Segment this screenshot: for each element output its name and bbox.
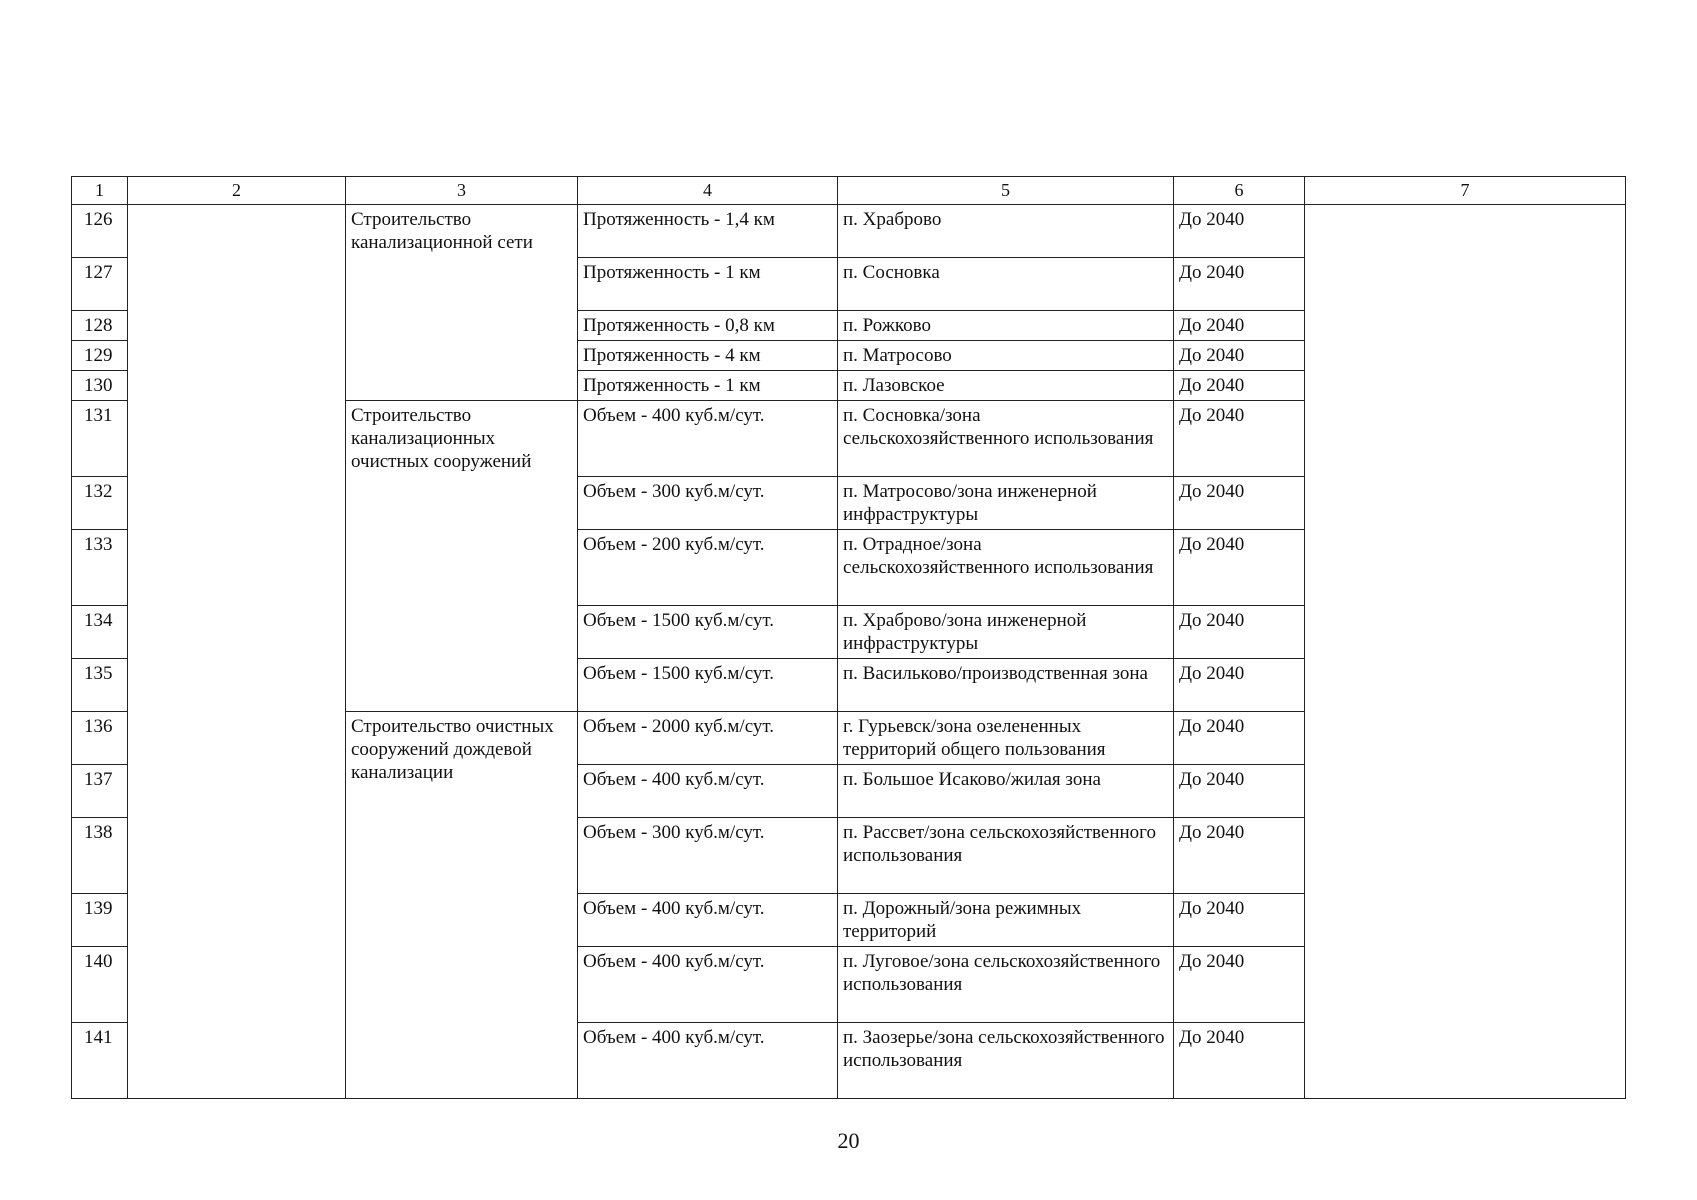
row-number: 130 bbox=[72, 371, 128, 401]
measure-term: До 2040 bbox=[1174, 477, 1305, 530]
measure-parameter: Объем - 400 куб.м/сут. bbox=[578, 894, 838, 947]
measure-term: До 2040 bbox=[1174, 894, 1305, 947]
header-col-1: 1 bbox=[72, 177, 128, 205]
measure-parameter: Объем - 300 куб.м/сут. bbox=[578, 818, 838, 894]
measure-name: Строительство канализационной сети bbox=[346, 205, 578, 401]
row-number: 129 bbox=[72, 341, 128, 371]
measure-name: Строительство канализационных очистных сооружений bbox=[346, 401, 578, 712]
measure-location: п. Заозерье/зона сельскохозяйственного использования bbox=[838, 1023, 1174, 1099]
measures-table bbox=[71, 176, 1626, 1099]
measure-parameter: Протяженность - 4 км bbox=[578, 341, 838, 371]
header-col-4: 4 bbox=[578, 177, 838, 205]
page-number: 20 bbox=[837, 1128, 860, 1153]
row-number: 138 bbox=[72, 818, 128, 894]
row-number: 127 bbox=[72, 258, 128, 311]
row-number: 141 bbox=[72, 1023, 128, 1099]
header-col-6: 6 bbox=[1174, 177, 1305, 205]
measure-parameter: Объем - 400 куб.м/сут. bbox=[578, 947, 838, 1023]
measure-location: п. Отрадное/зона сельскохозяйственного использования bbox=[838, 530, 1174, 606]
measure-location: п. Дорожный/зона режимных территорий bbox=[838, 894, 1174, 947]
row-number: 139 bbox=[72, 894, 128, 947]
measure-term: До 2040 bbox=[1174, 205, 1305, 258]
measure-parameter: Объем - 400 куб.м/сут. bbox=[578, 1023, 838, 1099]
header-row bbox=[72, 177, 1626, 205]
measure-parameter: Объем - 1500 куб.м/сут. bbox=[578, 606, 838, 659]
measure-location: п. Рожково bbox=[838, 311, 1174, 341]
row-number: 140 bbox=[72, 947, 128, 1023]
measure-parameter: Протяженность - 1 км bbox=[578, 371, 838, 401]
measure-term: До 2040 bbox=[1174, 606, 1305, 659]
measure-term: До 2040 bbox=[1174, 659, 1305, 712]
measure-term: До 2040 bbox=[1174, 258, 1305, 311]
measure-location: п. Храброво bbox=[838, 205, 1174, 258]
measure-term: До 2040 bbox=[1174, 947, 1305, 1023]
measure-parameter: Протяженность - 0,8 км bbox=[578, 311, 838, 341]
measure-term: До 2040 bbox=[1174, 401, 1305, 477]
measure-term: До 2040 bbox=[1174, 818, 1305, 894]
measure-parameter: Объем - 400 куб.м/сут. bbox=[578, 401, 838, 477]
row-number: 136 bbox=[72, 712, 128, 765]
header-col-7: 7 bbox=[1305, 177, 1626, 205]
measure-parameter: Объем - 200 куб.м/сут. bbox=[578, 530, 838, 606]
measure-parameter: Объем - 300 куб.м/сут. bbox=[578, 477, 838, 530]
header-col-2: 2 bbox=[128, 177, 346, 205]
measure-location: п. Храброво/зона инженерной инфраструктуры bbox=[838, 606, 1174, 659]
row-number: 137 bbox=[72, 765, 128, 818]
measure-location: п. Васильково/производственная зона bbox=[838, 659, 1174, 712]
measure-term: До 2040 bbox=[1174, 341, 1305, 371]
measure-term: До 2040 bbox=[1174, 1023, 1305, 1099]
row-number: 134 bbox=[72, 606, 128, 659]
row-number: 128 bbox=[72, 311, 128, 341]
measure-location: п. Матросово/зона инженерной инфраструктуры bbox=[838, 477, 1174, 530]
column-7-cell bbox=[1305, 205, 1626, 1099]
measure-term: До 2040 bbox=[1174, 311, 1305, 341]
row-number: 132 bbox=[72, 477, 128, 530]
header-col-5: 5 bbox=[838, 177, 1174, 205]
measure-name: Строительство очистных сооружений дождевой канализации bbox=[346, 712, 578, 1099]
measure-term: До 2040 bbox=[1174, 530, 1305, 606]
measure-term: До 2040 bbox=[1174, 765, 1305, 818]
column-2-cell bbox=[128, 205, 346, 1099]
row-number: 131 bbox=[72, 401, 128, 477]
measure-parameter: Объем - 400 куб.м/сут. bbox=[578, 765, 838, 818]
measure-parameter: Протяженность - 1 км bbox=[578, 258, 838, 311]
measure-location: п. Большое Исаково/жилая зона bbox=[838, 765, 1174, 818]
measure-location: п. Сосновка bbox=[838, 258, 1174, 311]
measure-location: п. Матросово bbox=[838, 341, 1174, 371]
measure-parameter: Протяженность - 1,4 км bbox=[578, 205, 838, 258]
measure-parameter: Объем - 2000 куб.м/сут. bbox=[578, 712, 838, 765]
measure-term: До 2040 bbox=[1174, 712, 1305, 765]
measure-location: п. Рассвет/зона сельскохозяйственного использования bbox=[838, 818, 1174, 894]
measure-parameter: Объем - 1500 куб.м/сут. bbox=[578, 659, 838, 712]
measure-location: п. Лазовское bbox=[838, 371, 1174, 401]
header-col-3: 3 bbox=[346, 177, 578, 205]
measure-term: До 2040 bbox=[1174, 371, 1305, 401]
measure-location: г. Гурьевск/зона озелененных территорий общего пользования bbox=[838, 712, 1174, 765]
row-number: 133 bbox=[72, 530, 128, 606]
table-row bbox=[72, 205, 1626, 258]
row-number: 126 bbox=[72, 205, 128, 258]
measure-location: п. Луговое/зона сельскохозяйственного использования bbox=[838, 947, 1174, 1023]
row-number: 135 bbox=[72, 659, 128, 712]
measure-location: п. Сосновка/зона сельскохозяйственного использования bbox=[838, 401, 1174, 477]
